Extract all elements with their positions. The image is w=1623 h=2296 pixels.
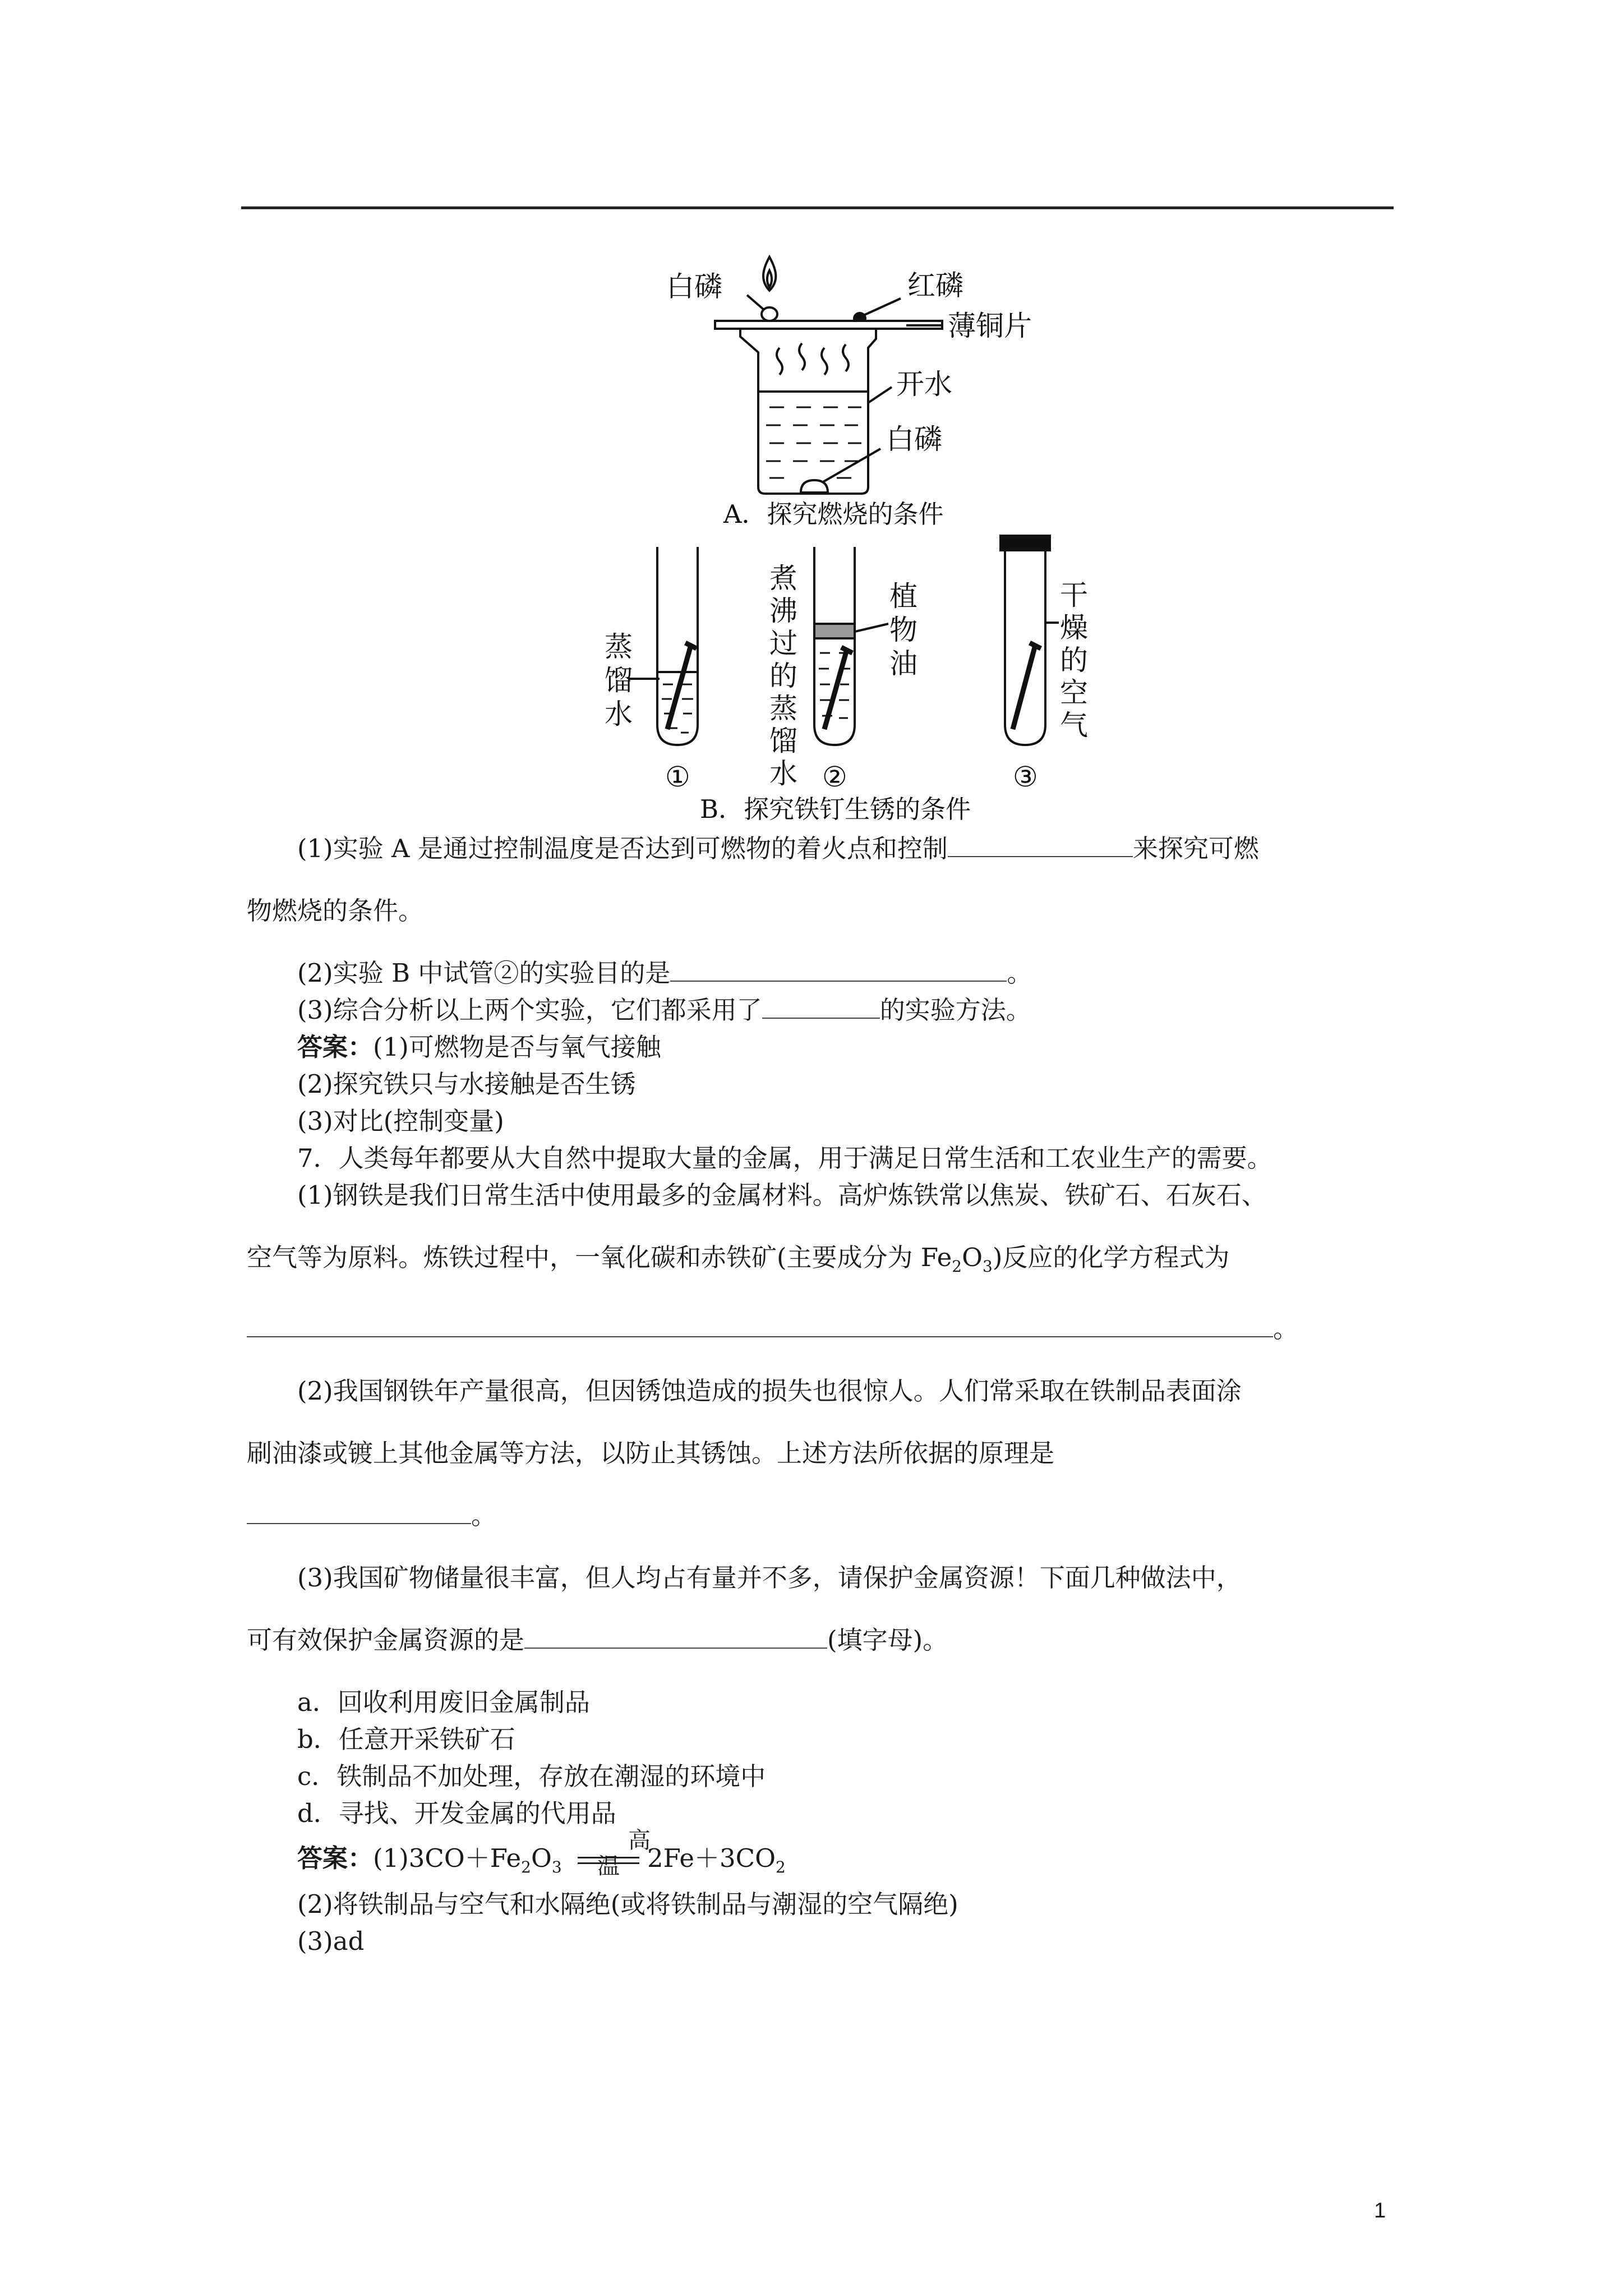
q7-part3-cont: 可有效保护金属资源的是 (填字母)。 [247,1625,948,1655]
label-vegetable-oil: 植物油 [889,580,917,680]
q6-answer-3: (3)对比(控制变量) [297,1106,504,1136]
q7-part1-blank-line: 。 [247,1310,1391,1347]
label-dry-air: 干燥的空气 [1060,579,1088,742]
q6-part1-cont: 物燃烧的条件。 [247,896,424,926]
figure-b-caption: B．探究铁钉生锈的条件 [700,794,971,824]
q6-part3: (3)综合分析以上两个实验，它们都采用了 的实验方法。 [297,995,1031,1025]
blank [247,1501,471,1524]
q6-part2: (2)实验 B 中试管②的实验目的是 。 [297,958,1032,988]
q7-option-c: c．铁制品不加处理，存放在潮湿的环境中 [297,1761,766,1791]
q7-answer-1: 答案：$(1)3CO+Fe_2O_3$ 高温 $2Fe+3CO_2$ [297,1828,786,1879]
q7-option-d: d．寻找、开发金属的代用品 [297,1798,616,1828]
q6-part1: (1)实验 A 是通过控制温度是否达到可燃物的着火点和控制 来探究可燃 [297,834,1259,863]
tube-number-2: ② [822,761,847,793]
q6-answer-2: (2)探究铁只与水接触是否生锈 [297,1069,636,1099]
blank [247,1314,1273,1337]
q7-part2: (2)我国钢铁年产量很高，但因锈蚀造成的损失也很惊人。人们常采取在铁制品表面涂 [297,1376,1242,1406]
experiment-figure [0,0,1623,841]
tube-number-3: ③ [1013,761,1038,793]
q7-part1-cont: 空气等为原料。炼铁过程中，一氧化碳和赤铁矿(主要成分为 $Fe_2O_3$)反应的化学方程式为 [247,1243,1230,1276]
nail-1 [667,645,691,729]
q6-answer-1: 答案：(1)可燃物是否与氧气接触 [297,1032,661,1062]
blank [762,995,880,1019]
tube-number-1: ① [665,761,690,793]
q7-answer-2: (2)将铁制品与空气和水隔绝(或将铁制品与潮湿的空气隔绝) [297,1889,958,1919]
test-tube-2 [814,547,855,745]
stopper [1000,536,1050,550]
label-copper-plate: 薄铜片 [948,310,1032,342]
q7-part2-cont: 刷油漆或镀上其他金属等方法，以防止其锈蚀。上述方法所依据的原理是 [247,1438,1055,1468]
label-white-phosphorus-top: 白磷 [666,270,722,303]
q7-option-a: a．回收利用废旧金属制品 [297,1687,590,1717]
nail-3 [1013,645,1035,729]
document-body [247,830,1391,1960]
beaker [740,329,876,494]
q7-part2-blank-line: 。 [247,1497,1391,1534]
label-boiling-water: 开水 [896,368,952,401]
figure-b [628,536,1059,745]
q7-part1: (1)钢铁是我们日常生活中使用最多的金属材料。高炉炼铁常以焦炭、铁矿石、石灰石、 [297,1180,1267,1210]
label-red-phosphorus: 红磷 [907,269,963,302]
blank [524,1625,827,1649]
page-number: 1 [1374,2199,1386,2223]
q7-intro: 7．人类每年都要从大自然中提取大量的金属，用于满足日常生活和工农业生产的需要。 [297,1143,1272,1173]
reaction-condition: 高温 [578,1857,639,1864]
q7-answer-3: (3)ad [297,1926,365,1956]
figure-a-caption: A．探究燃烧的条件 [723,499,944,529]
label-boiled-distilled-water: 煮沸过的蒸馏水 [769,562,797,790]
label-white-phosphorus-bottom: 白磷 [886,423,942,455]
oil-layer [814,624,855,638]
blank [670,958,1007,982]
q7-part3: (3)我国矿物储量很丰富，但人均占有量并不多，请保护金属资源！下面几种做法中， [297,1563,1242,1593]
label-distilled-water: 蒸馏水 [605,631,633,730]
q7-option-b: b．任意开采铁矿石 [297,1724,515,1754]
blank [948,834,1133,857]
